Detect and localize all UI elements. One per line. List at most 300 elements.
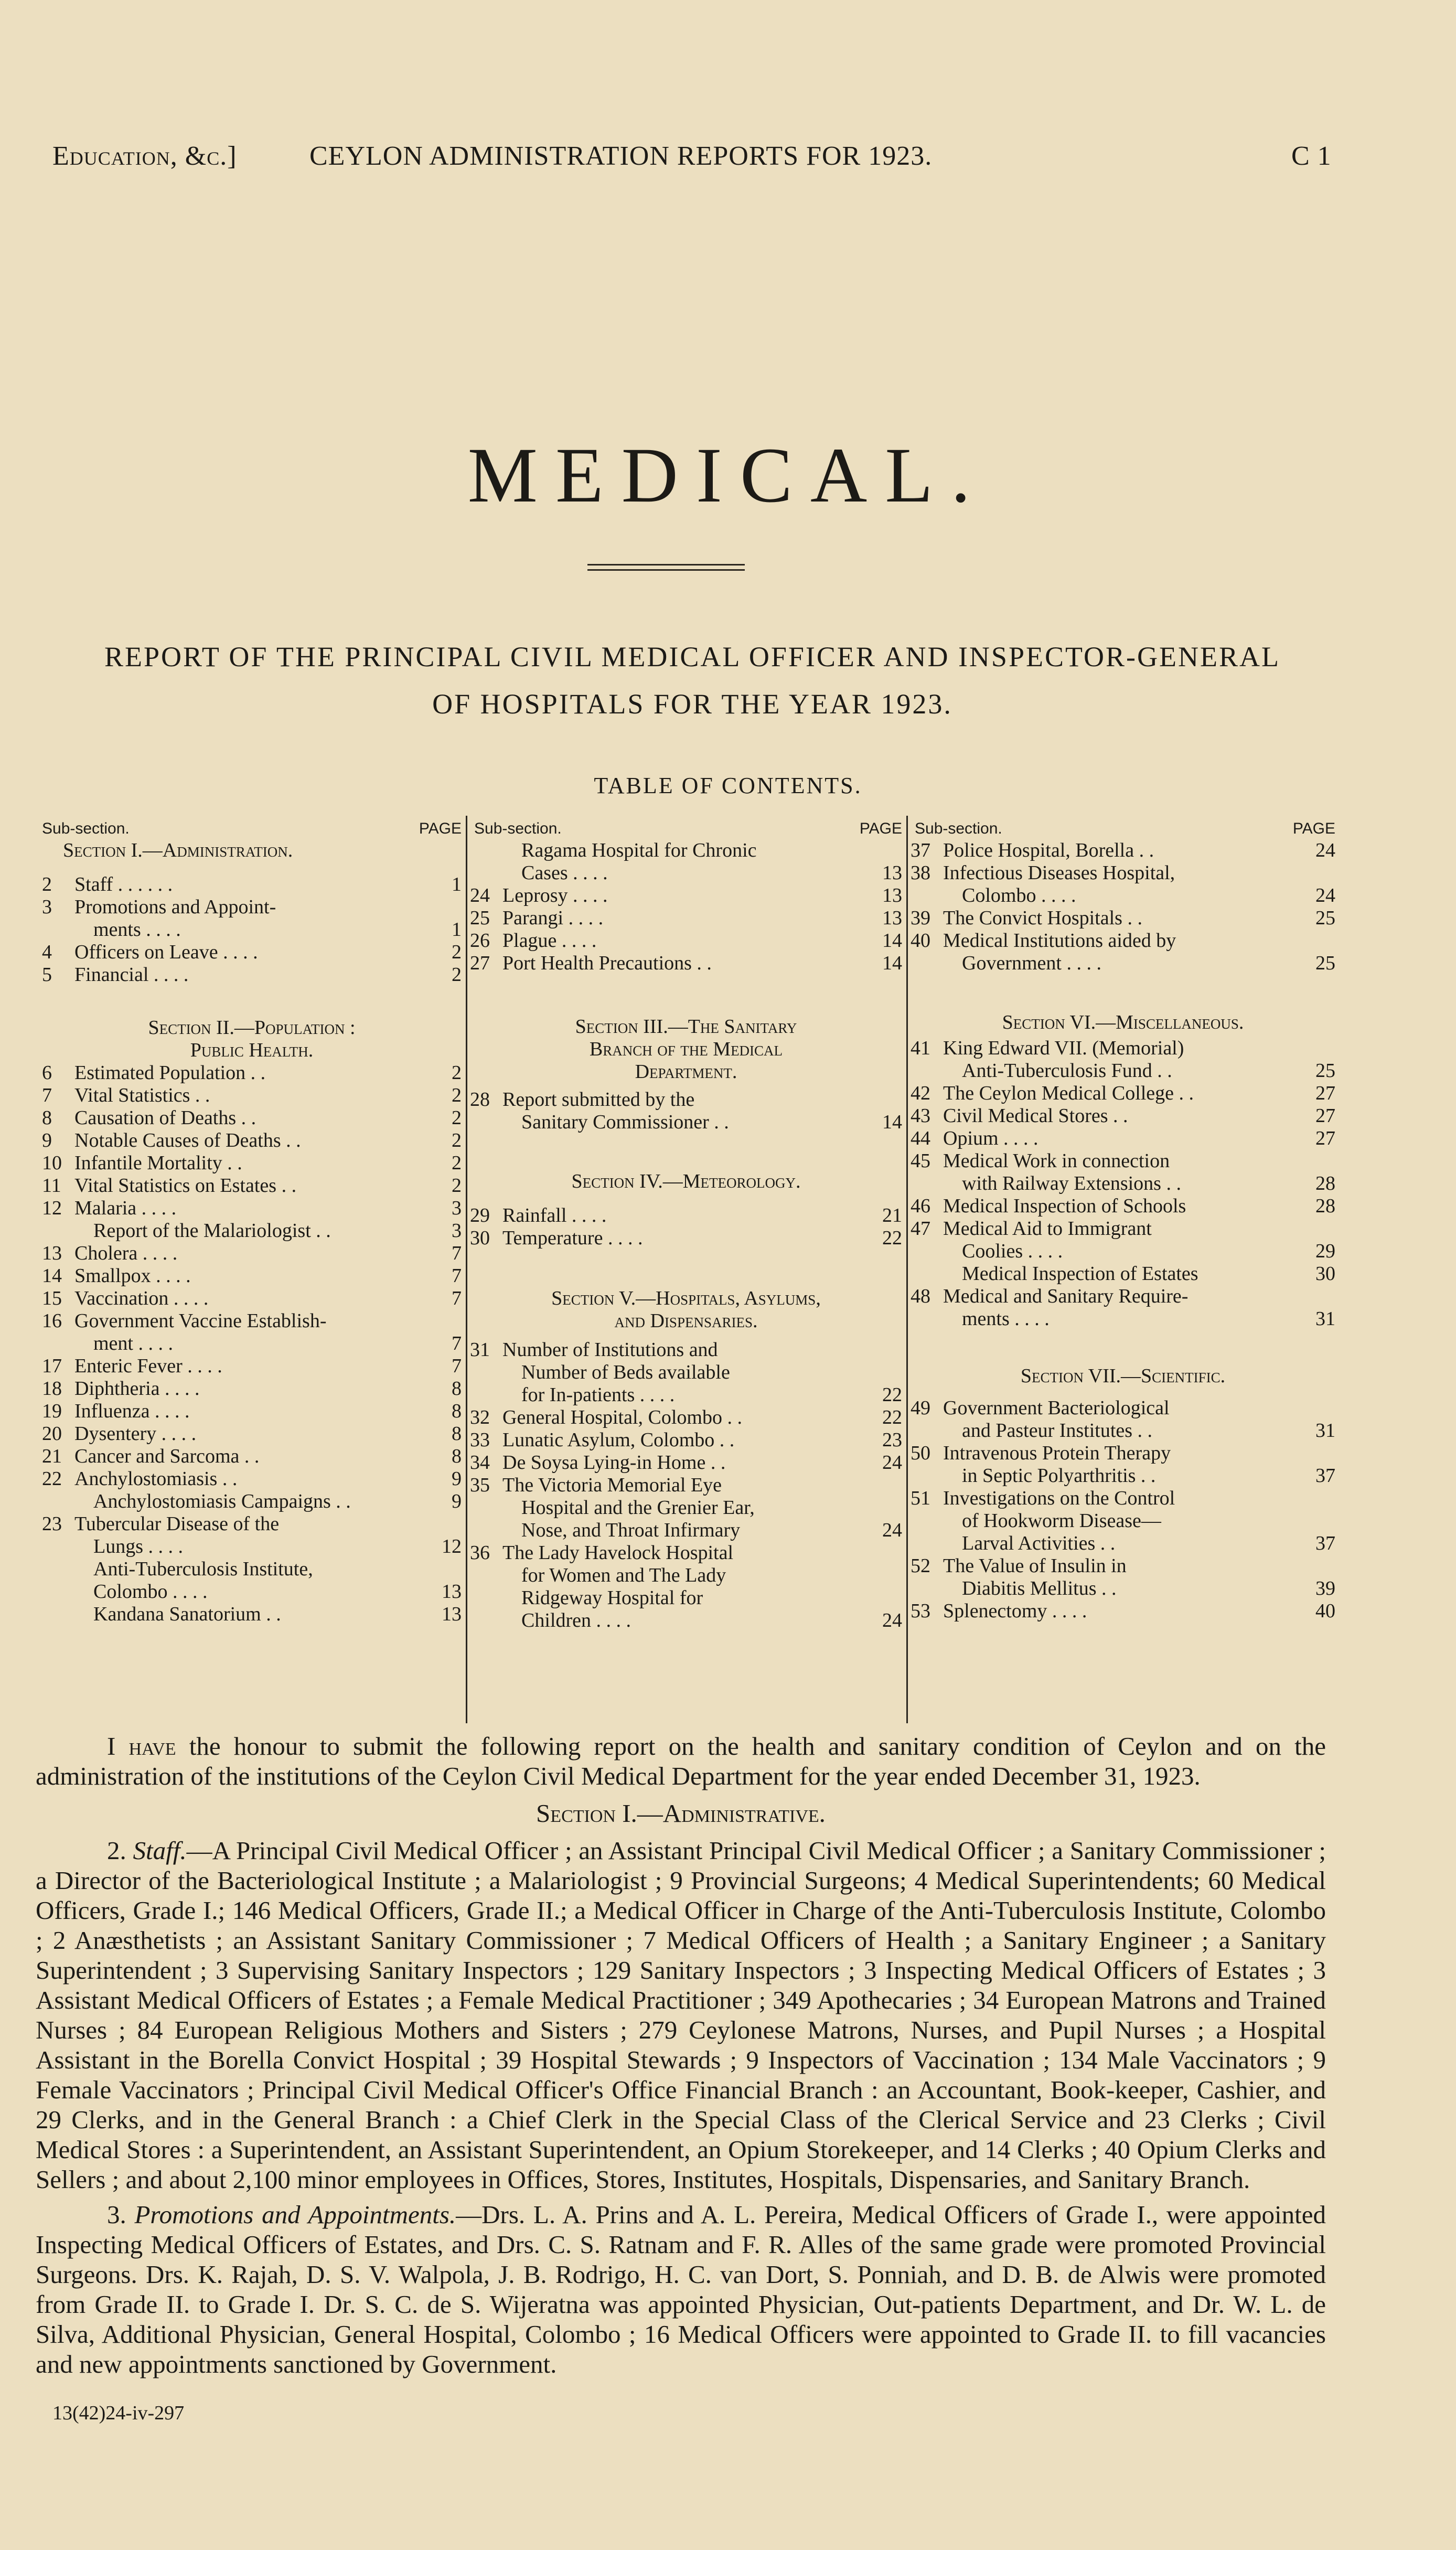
toc-entry-page: 22 [882, 1406, 902, 1428]
toc-entry-title: Promotions and Appoint- [74, 896, 276, 918]
toc-entry-number: 49 [911, 1397, 930, 1419]
toc-entry-number: 34 [470, 1452, 490, 1474]
toc-entry-number [470, 1111, 502, 1134]
toc-entry-page: 24 [882, 1519, 902, 1541]
toc-entry-number: 6 [42, 1062, 52, 1084]
intro-paragraph [36, 1731, 1326, 1791]
toc-entry-number [911, 1420, 943, 1442]
toc-entry-title: The Victoria Memorial Eye [502, 1474, 722, 1496]
toc-entry-page: 2 [452, 1129, 462, 1151]
toc-entry-title: Enteric Fever . . . . [74, 1355, 222, 1377]
toc-entry [42, 1242, 462, 1265]
toc-entry-title: Medical and Sanitary Require- [943, 1285, 1189, 1307]
toc-entry-number [911, 1240, 943, 1263]
toc-entry-page [873, 1542, 902, 1564]
toc-entry-page [873, 1361, 902, 1384]
toc-entry-title: Vaccination . . . . [74, 1287, 209, 1309]
toc-entry-title: Report submitted by the [502, 1089, 695, 1111]
toc-entry-page [1306, 930, 1335, 952]
toc-entry-number: 22 [42, 1468, 62, 1490]
toc-entry-page: 2 [452, 1175, 462, 1197]
page-title: MEDICAL. [467, 432, 989, 519]
toc-entry [470, 1361, 902, 1384]
toc-entry-title: Diphtheria . . . . [74, 1378, 200, 1400]
toc-entry-number: 10 [42, 1152, 62, 1174]
toc-entry-page: 1 [452, 919, 462, 941]
toc-entry-page [873, 1587, 902, 1609]
section-heading: Section I.—Administrative. [536, 1799, 826, 1828]
toc-entry-page: 23 [882, 1429, 902, 1451]
toc-entry-title: Kandana Sanatorium . . [93, 1603, 281, 1625]
toc-entry [470, 1204, 902, 1227]
toc-entry-title: Hospital and the Grenier Ear, [521, 1497, 755, 1519]
toc-entry-page [1306, 1037, 1335, 1060]
toc-entry [470, 1111, 902, 1134]
toc-entry-page: 39 [1315, 1577, 1335, 1599]
toc-entry [470, 884, 902, 907]
toc-entry-title: Plague . . . . [502, 930, 597, 952]
toc-list [911, 1397, 1335, 1623]
toc-entry-title: for In-patients . . . . [521, 1384, 675, 1406]
toc-entry [42, 1129, 462, 1152]
toc-entry-page: 24 [1315, 839, 1335, 861]
toc-entry-page: 28 [1315, 1195, 1335, 1217]
toc-entry [470, 1542, 902, 1564]
toc-entry-title: Number of Institutions and [502, 1339, 718, 1361]
toc-section-heading: Section II.—Population : [148, 1017, 356, 1039]
toc-entry-page: 27 [1315, 1127, 1335, 1149]
toc-entry [470, 1519, 902, 1542]
report-title-line-2: OF HOSPITALS FOR THE YEAR 1923. [432, 688, 952, 720]
subsection-label: Sub-section. [42, 820, 130, 837]
toc-entry-title: Medical Inspection of Estates [962, 1263, 1198, 1285]
toc-entry-page: 2 [452, 1152, 462, 1174]
toc-entry-page [1306, 1510, 1335, 1532]
toc-entry-title: Government Bacteriological [943, 1397, 1170, 1419]
toc-entry [470, 1564, 902, 1587]
toc-entry-number: 41 [911, 1037, 930, 1059]
toc-entry [470, 1609, 902, 1632]
subsection-label: Sub-section. [915, 820, 1002, 837]
toc-entry-number [470, 1361, 502, 1384]
toc-entry [470, 1429, 902, 1452]
toc-entry-number: 39 [911, 907, 930, 929]
toc-list [911, 839, 1335, 975]
toc-section-heading: Section VII.—Scientific. [1020, 1365, 1226, 1387]
toc-entry [42, 1468, 462, 1490]
toc-entry-title: in Septic Polyarthritis . . [962, 1465, 1156, 1487]
toc-entry-number [470, 1564, 502, 1587]
toc-entry-number: 37 [911, 839, 930, 861]
toc-column-2 [470, 817, 902, 1632]
toc-entry [470, 1339, 902, 1361]
toc-entry [42, 1581, 462, 1603]
toc-list [42, 873, 462, 986]
toc-entry-number: 23 [42, 1513, 62, 1535]
toc-entry-number: 30 [470, 1227, 490, 1249]
paragraph-title: Staff. [133, 1836, 187, 1865]
toc-entry [470, 1384, 902, 1406]
toc-entry-number [42, 1558, 74, 1581]
toc-entry-page [432, 1310, 462, 1332]
paragraph-text: —A Principal Civil Medical Officer ; an Assistant Principal Civil Medical Officer ; a Sanitary Commissioner ; a Director of the Bacteriological Institute ; a Malariologist ; 9 Provincial Surgeons; 4 Medical Superintendents; 60 Medical Officers, Grade I.; 146 Medical Officers, Grade II.; a Medical Officer in Charge of the Anti-Tuberculosis Institute, Colombo ; 2 Anæsthetists ; an Assistant Sanitary Commissioner ; 7 Medical Officers of Health ; a Sanitary Engineer ; a Sanitary Superintendent ; 3 Supervising Sanitary Inspectors ; 129 Sanitary Inspectors ; 3 Inspecting Medical Officers of Estates ; 3 Assistant Medical Officers of Estates ; a Female Medical Practitioner ; 349 Apothecaries ; 34 European Matrons and Trained Nurses ; 84 European Religious Mothers and Sisters ; 279 Ceylonese Matrons, Nurses, and Pupil Nurses ; a Hospital Assistant in the Borella Convict Hospital ; 39 Hospital Stewards ; 9 Inspectors of Vaccination ; 134 Male Vaccinators ; 9 Female Vaccinators ; Principal Civil Medical Officer's Office Financial Branch : an Accountant, Book-keeper, Cashier, and 29 Clerks, and in the General Branch : a Chief Clerk in the Special Class of the Clerical Service and 23 Clerks ; Civil Medical Stores : a Superintendent, an Assistant Superintendent, an Opium Storekeeper, and 14 Clerks ; 40 Opium Clerks and Sellers ; and about 2,100 minor employees in Offices, Stores, Institutes, Hospitals, Dispensaries, and Sanitary Branch. [36, 1836, 1326, 2194]
toc-entry-page: 2 [452, 1107, 462, 1129]
paragraph-promotions [36, 2200, 1326, 2379]
toc-entry-page: 8 [452, 1378, 462, 1400]
toc-entry-page [1306, 1150, 1335, 1172]
toc-entry [42, 1310, 462, 1332]
toc-entry-title: Smallpox . . . . [74, 1265, 191, 1287]
toc-section-heading: Department. [635, 1061, 737, 1083]
toc-entry-number: 15 [42, 1287, 62, 1309]
toc-entry-title: Report of the Malariologist . . [93, 1220, 331, 1242]
toc-entry-title: Intravenous Protein Therapy [943, 1442, 1171, 1464]
toc-entry-number: 14 [42, 1265, 62, 1287]
toc-entry [42, 1400, 462, 1423]
toc-entry-title: Colombo . . . . [93, 1581, 208, 1603]
toc-entry-page: 31 [1315, 1308, 1335, 1330]
toc-entry-number: 13 [42, 1242, 62, 1264]
subsection-label: Sub-section. [474, 820, 562, 837]
toc-list [470, 1204, 902, 1250]
toc-entry-title: Dysentery . . . . [74, 1423, 197, 1445]
toc-column-header [42, 817, 462, 839]
toc-entry-page: 9 [452, 1468, 462, 1490]
toc-entry-title: Medical Institutions aided by [943, 930, 1176, 952]
paragraph-number: 3. [107, 2200, 126, 2229]
toc-entry-title: Investigations on the Control [943, 1487, 1175, 1509]
toc-entry-number: 27 [470, 952, 490, 974]
toc-entry-page [1306, 1555, 1335, 1577]
toc-entry-page: 7 [452, 1355, 462, 1377]
toc-entry-number: 52 [911, 1555, 930, 1577]
toc-entry-number: 38 [911, 862, 930, 884]
toc-entry-page: 8 [452, 1445, 462, 1467]
toc-entry-page: 24 [882, 1452, 902, 1474]
report-title-line-1: REPORT OF THE PRINCIPAL CIVIL MEDICAL OFFICER AND INSPECTOR-GENERAL [104, 641, 1280, 673]
toc-entry-page: 29 [1315, 1240, 1335, 1262]
toc-entry-title: Malaria . . . . [74, 1197, 177, 1219]
toc-entry-title: Tubercular Disease of the [74, 1513, 280, 1535]
toc-entry-title: Medical Work in connection [943, 1150, 1170, 1172]
toc-section-heading: Section VI.—Miscellaneous. [1002, 1011, 1244, 1033]
toc-entry [911, 1532, 1335, 1555]
toc-entry [42, 1558, 462, 1581]
toc-entry-page: 13 [882, 907, 902, 929]
toc-entry-title: Children . . . . [521, 1609, 631, 1631]
toc-entry-page [432, 896, 462, 919]
toc-entry [911, 1172, 1335, 1195]
toc-column-header [911, 817, 1335, 839]
toc-column-1 [42, 817, 462, 1626]
toc-entry-title: King Edward VII. (Memorial) [943, 1037, 1184, 1059]
toc-entry-number [911, 1060, 943, 1082]
toc-entry-number [470, 1587, 502, 1609]
toc-entry-page: 30 [1315, 1263, 1335, 1285]
page-label: PAGE [1292, 820, 1335, 837]
toc-entry-title: Ragama Hospital for Chronic [521, 839, 757, 861]
toc-entry [911, 930, 1335, 952]
toc-entry [470, 1587, 902, 1609]
toc-entry-title: Larval Activities . . [962, 1532, 1116, 1554]
toc-entry-number: 2 [42, 873, 52, 895]
toc-entry [470, 1227, 902, 1250]
toc-entry-page: 13 [442, 1603, 462, 1625]
toc-section-heading: Section IV.—Meteorology. [571, 1170, 801, 1192]
toc-entry-number [911, 1308, 943, 1330]
toc-entry [42, 919, 462, 941]
toc-entry [42, 1062, 462, 1084]
toc-entry [42, 1513, 462, 1535]
toc-entry-page: 14 [882, 930, 902, 952]
toc-entry-number: 5 [42, 964, 52, 986]
toc-entry-title: Number of Beds available [521, 1361, 730, 1383]
toc-entry-page [873, 1339, 902, 1361]
toc-entry-number: 42 [911, 1082, 930, 1104]
toc-entry [42, 896, 462, 919]
toc-entry-title: Port Health Precautions . . [502, 952, 712, 974]
toc-entry-title: Influenza . . . . [74, 1400, 190, 1422]
toc-entry-page: 13 [442, 1581, 462, 1603]
toc-list [42, 1062, 462, 1626]
report-body [36, 1731, 1326, 2379]
toc-entry-page [1306, 1218, 1335, 1240]
toc-entry-number [42, 1603, 74, 1626]
toc-entry-number: 25 [470, 907, 490, 929]
toc-section-heading: Branch of the Medical [589, 1038, 783, 1060]
toc-entry-number: 28 [470, 1089, 490, 1111]
toc-entry-number: 16 [42, 1310, 62, 1332]
toc-entry [42, 1603, 462, 1626]
toc-entry-page: 9 [452, 1490, 462, 1512]
toc-entry-number: 53 [911, 1600, 930, 1622]
toc-entry-number [470, 862, 502, 884]
toc-entry-title: Police Hospital, Borella . . [943, 839, 1154, 861]
toc-entry [42, 1220, 462, 1242]
toc-section-heading: Section I.—Administration. [63, 839, 293, 861]
page-number: C 1 [1291, 141, 1332, 171]
toc-entry [911, 1127, 1335, 1150]
toc-entry-page: 8 [452, 1423, 462, 1445]
toc-entry-number: 9 [42, 1129, 52, 1151]
toc-entry [911, 1285, 1335, 1308]
toc-entry-page: 37 [1315, 1532, 1335, 1554]
toc-entry-page: 13 [882, 884, 902, 906]
toc-entry-number [42, 919, 74, 941]
toc-entry-title: Diabitis Mellitus . . [962, 1577, 1117, 1599]
toc-entry [42, 1378, 462, 1400]
toc-entry-number [470, 1519, 502, 1542]
toc-entry-number [911, 952, 943, 975]
toc-entry [911, 1555, 1335, 1577]
toc-entry-number: 32 [470, 1406, 490, 1428]
toc-entry-title: Anchylostomiasis . . [74, 1468, 238, 1490]
toc-entry [42, 873, 462, 896]
toc-entry-page: 2 [452, 1062, 462, 1084]
toc-entry-page: 3 [452, 1220, 462, 1242]
toc-entry-number [911, 1510, 943, 1532]
toc-entry-page: 31 [1315, 1420, 1335, 1442]
toc-entry-number: 21 [42, 1445, 62, 1467]
toc-entry [911, 1577, 1335, 1600]
toc-entry [911, 839, 1335, 862]
toc-entry-title: Medical Aid to Immigrant [943, 1218, 1152, 1240]
toc-entry-number: 48 [911, 1285, 930, 1307]
toc-entry-page [432, 1513, 462, 1535]
toc-entry-page: 1 [452, 873, 462, 895]
toc-entry-title: Rainfall . . . . [502, 1204, 607, 1226]
toc-entry-page [432, 1558, 462, 1581]
toc-entry-title: Splenectomy . . . . [943, 1600, 1087, 1622]
toc-entry-number: 3 [42, 896, 52, 918]
toc-entry-title: ments . . . . [93, 919, 181, 941]
toc-entry-page: 25 [1315, 1060, 1335, 1082]
toc-entry-title: Notable Causes of Deaths . . [74, 1129, 301, 1151]
toc-entry-page [1306, 1487, 1335, 1510]
toc-entry-title: Lungs . . . . [93, 1535, 183, 1557]
toc-entry-title: Infantile Mortality . . [74, 1152, 242, 1174]
toc-entry-number: 50 [911, 1442, 930, 1464]
toc-entry [42, 1175, 462, 1197]
paragraph-staff [36, 1836, 1326, 2194]
toc-entry-page: 14 [882, 1111, 902, 1133]
toc-entry-title: The Ceylon Medical College . . [943, 1082, 1194, 1104]
toc-entry-title: Vital Statistics . . [74, 1084, 210, 1106]
toc-entry-number [911, 1465, 943, 1487]
toc-entry-title: Anti-Tuberculosis Fund . . [962, 1060, 1172, 1082]
toc-entry-title: The Lady Havelock Hospital [502, 1542, 734, 1564]
toc-entry-page: 37 [1315, 1465, 1335, 1487]
toc-entry-title: Ridgeway Hospital for [521, 1587, 703, 1609]
toc-entry-number: 47 [911, 1218, 930, 1240]
toc-entry-page [873, 1497, 902, 1519]
toc-entry-number: 17 [42, 1355, 62, 1377]
toc-entry-number [911, 884, 943, 907]
toc-entry-number [911, 1577, 943, 1600]
toc-entry-title: ments . . . . [962, 1308, 1050, 1330]
toc-entry [911, 1442, 1335, 1465]
toc-entry-page: 2 [452, 941, 462, 963]
toc-entry-page: 28 [1315, 1172, 1335, 1194]
toc-entry [911, 1060, 1335, 1082]
toc-entry-number: 18 [42, 1378, 62, 1400]
toc-entry-title: for Women and The Lady [521, 1564, 726, 1586]
toc-entry-page [873, 1564, 902, 1587]
toc-entry-page: 24 [1315, 884, 1335, 906]
toc-entry-page: 25 [1315, 952, 1335, 974]
toc-entry [470, 1497, 902, 1519]
toc-column-3 [911, 817, 1335, 1623]
page-label: PAGE [419, 820, 462, 837]
toc-entry-title: Sanitary Commissioner . . [521, 1111, 729, 1133]
toc-entry-number: 44 [911, 1127, 930, 1149]
toc-list [470, 1339, 902, 1632]
toc-entry [42, 1445, 462, 1468]
toc-entry-number: 24 [470, 884, 490, 906]
toc-entry-title: Vital Statistics on Estates . . [74, 1175, 297, 1197]
toc-entry-number: 20 [42, 1423, 62, 1445]
toc-entry-title: Medical Inspection of Schools [943, 1195, 1186, 1217]
toc-entry-page: 22 [882, 1227, 902, 1249]
toc-entry [911, 907, 1335, 930]
toc-entry-title: Cancer and Sarcoma . . [74, 1445, 260, 1467]
toc-entry [911, 1037, 1335, 1060]
toc-entry-number: 29 [470, 1204, 490, 1226]
toc-entry-page: 25 [1315, 907, 1335, 929]
toc-entry-title: Civil Medical Stores . . [943, 1105, 1128, 1127]
toc-entry-number: 7 [42, 1084, 52, 1106]
toc-entry-title: Opium . . . . [943, 1127, 1039, 1149]
toc-entry-number: 51 [911, 1487, 930, 1509]
toc-entry [911, 1487, 1335, 1510]
toc-entry [42, 964, 462, 986]
toc-entry [911, 1397, 1335, 1420]
printer-code: 13(42)24-iv-297 [52, 2402, 185, 2424]
toc-entry-title: Government . . . . [962, 952, 1101, 974]
intro-lead: I have [107, 1732, 176, 1761]
toc-entry-title: De Soysa Lying-in Home . . [502, 1452, 726, 1474]
toc-entry-title: Staff . . . . . . [74, 873, 173, 895]
toc-entry-number [42, 1332, 74, 1355]
toc-entry [911, 1510, 1335, 1532]
toc-entry-number [42, 1490, 74, 1513]
toc-entry-page [1306, 1285, 1335, 1308]
toc-column-divider-2 [906, 816, 908, 1723]
toc-entry-number: 11 [42, 1175, 61, 1197]
toc-entry [911, 1150, 1335, 1172]
toc-entry-title: Temperature . . . . [502, 1227, 643, 1249]
toc-entry-number [470, 839, 502, 862]
toc-entry-page: 27 [1315, 1082, 1335, 1104]
toc-entry [42, 1084, 462, 1107]
toc-list [470, 839, 902, 975]
page-label: PAGE [859, 820, 902, 837]
toc-entry-title: Nose, and Throat Infirmary [521, 1519, 741, 1541]
toc-entry-number: 8 [42, 1107, 52, 1129]
toc-entry [911, 1420, 1335, 1442]
toc-entry-number: 45 [911, 1150, 930, 1172]
toc-entry-number: 12 [42, 1197, 62, 1219]
toc-entry [911, 862, 1335, 884]
toc-entry-number: 4 [42, 941, 52, 963]
toc-entry [470, 930, 902, 952]
title-rule-bottom [587, 569, 745, 571]
toc-entry-number: 40 [911, 930, 930, 952]
toc-entry-title: Parangi . . . . [502, 907, 604, 929]
toc-entry [470, 1089, 902, 1111]
toc-entry-title: Anchylostomiasis Campaigns . . [93, 1490, 351, 1512]
toc-entry [470, 1406, 902, 1429]
toc-entry-title: The Value of Insulin in [943, 1555, 1127, 1577]
toc-entry-page: 7 [452, 1332, 462, 1354]
toc-column-header [470, 817, 902, 839]
toc-entry-number: 31 [470, 1339, 490, 1361]
toc-entry-title: Estimated Population . . [74, 1062, 266, 1084]
toc-section-heading: Section V.—Hospitals, Asylums, [551, 1287, 821, 1309]
toc-entry-title: Causation of Deaths . . [74, 1107, 256, 1129]
toc-title: TABLE OF CONTENTS. [594, 773, 862, 798]
paragraph-title: Promotions and Appointments. [134, 2200, 456, 2229]
toc-entry [42, 1355, 462, 1378]
toc-entry-title: ment . . . . [93, 1332, 173, 1354]
toc-entry-page: 7 [452, 1287, 462, 1309]
toc-entry-page: 14 [882, 952, 902, 974]
toc-entry-page: 3 [452, 1197, 462, 1219]
toc-entry-page: 40 [1315, 1600, 1335, 1622]
toc-entry-title: Financial . . . . [74, 964, 189, 986]
toc-entry [911, 1465, 1335, 1487]
toc-entry [42, 941, 462, 964]
